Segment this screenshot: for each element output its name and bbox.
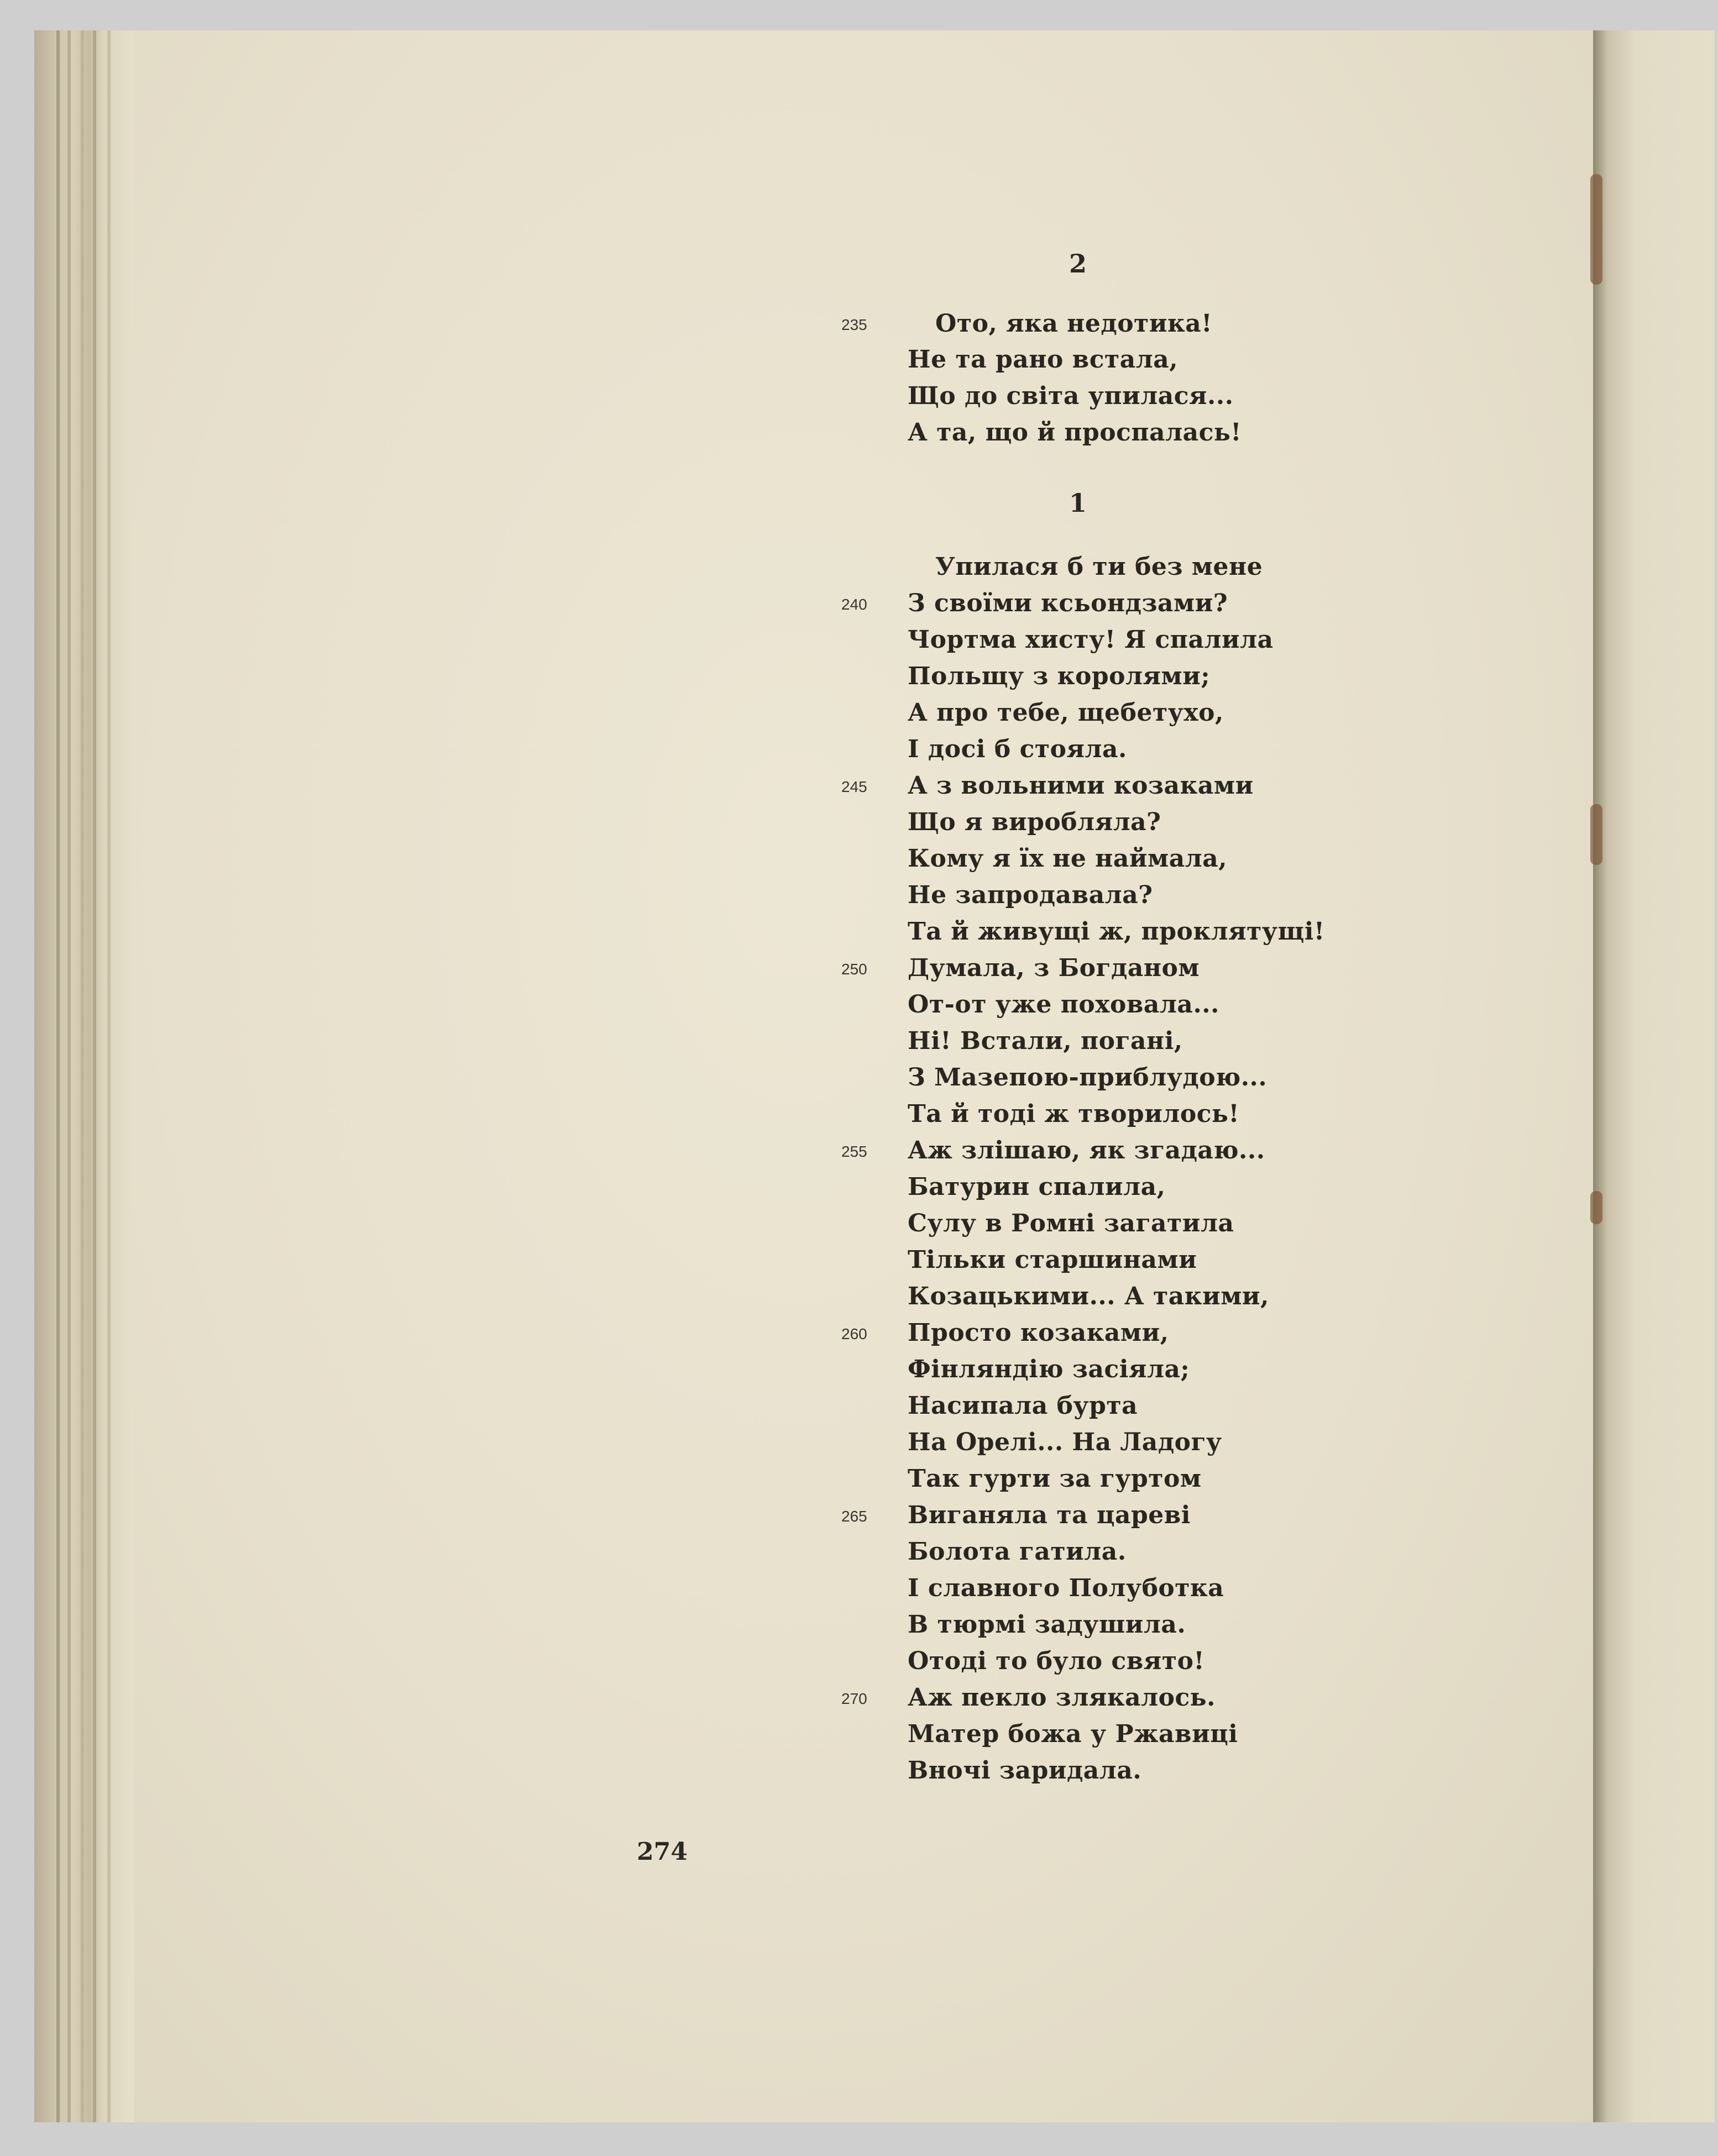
verse-line: Так гурти за гуртом	[908, 1465, 1202, 1493]
line-number: 270	[841, 1690, 867, 1707]
verse-line: Сулу в Ромні загатила	[908, 1209, 1234, 1237]
verse-line: Що я виробляла?	[908, 808, 1161, 836]
verse-line: А про тебе, щебетухо,	[908, 699, 1224, 727]
verse-line: Не та рано встала,	[908, 345, 1178, 374]
verse-line: З своїми ксьондзами?	[908, 589, 1228, 617]
verse-line: Що до світа упилася...	[908, 382, 1234, 410]
verse-line: Та й тоді ж творилось!	[908, 1100, 1240, 1128]
page-edges	[34, 30, 134, 2122]
page-stain	[1590, 174, 1602, 285]
line-number: 240	[841, 596, 867, 613]
verse-line: Ні! Встали, погані,	[908, 1027, 1183, 1055]
page-stain	[1590, 804, 1602, 865]
line-number: 260	[841, 1325, 867, 1342]
verse-line: Тільки старшинами	[908, 1246, 1197, 1274]
verse-line: От-от уже поховала...	[908, 990, 1219, 1019]
verse-line: В тюрмі задушила.	[908, 1611, 1186, 1639]
line-number: 245	[841, 778, 867, 795]
verse-line: Отоді то було свято!	[908, 1647, 1205, 1675]
verse-line: Виганяла та цареві	[908, 1501, 1191, 1529]
verse-line: Вночі заридала.	[908, 1756, 1142, 1785]
verse-line: Насипала бурта	[908, 1392, 1138, 1420]
verse-line: Упилася б ти без мене	[935, 553, 1263, 581]
verse-line: Фінляндію засіяла;	[908, 1355, 1190, 1383]
verse-line: А з вольними козаками	[908, 772, 1254, 800]
verse-line: А та, що й проспалась!	[908, 418, 1242, 447]
book-page: 2 235 Ото, яка недотика! Не та рано встала, Що до світа упилася... А та, що й проспалась! 1 Упилася б ти без мене 240 З своїми ксьондзами? Чортма хисту! Я спалила Польщу з королями; А про тебе, щебетухо, І досі б стояла. 245 А з вольними козаками Що я виробляла? Кому я їх не наймала, Не запродавала? Та й живущі ж, проклятущі! 250 Думала, з Богданом От-от уже поховала... Ні! Встали, погані, З Мазепою-приблудою... Та й тоді ж творилось! 255 Аж злішаю, як згадаю... Батурин спалила, Сулу в Ромні загатила Тільки старшинами Козацькими... А такими, 260 Просто козаками, Фінляндію засіяла; Насипала бурта На Орелі... На Ладогу Так гурти за гуртом 265 Виганяла та цареві Болота гатила. І славного Полуботка В тюрмі задушила. Отоді то було свято! 270 Аж пекло злякалось. Матер божа у Ржавиці Вночі заридала. 274	[134, 30, 1604, 2122]
verse-line: Матер божа у Ржавиці	[908, 1720, 1238, 1748]
verse-line: Аж пекло злякалось.	[908, 1683, 1216, 1712]
line-number: 265	[841, 1508, 867, 1525]
verse-line: Аж злішаю, як згадаю...	[908, 1136, 1265, 1164]
page-stain	[1590, 1191, 1602, 1224]
verse-line: З Мазепою-приблудою...	[908, 1063, 1267, 1092]
line-number: 235	[841, 316, 867, 333]
verse-line: Думала, з Богданом	[908, 954, 1200, 982]
verse-line: Польщу з королями;	[908, 662, 1211, 690]
verse-line: І досі б стояла.	[908, 735, 1127, 763]
verse-line: Не запродавала?	[908, 881, 1153, 909]
verse-line: Кому я їх не наймала,	[908, 844, 1228, 873]
verse-line: Козацькими... А такими,	[908, 1282, 1269, 1310]
verse-line: Чортма хисту! Я спалила	[908, 626, 1274, 654]
verse-line: На Орелі... На Ладогу	[908, 1428, 1222, 1456]
verse-line: Та й живущі ж, проклятущі!	[908, 917, 1325, 946]
verse-line: Батурин спалила,	[908, 1173, 1166, 1201]
verse-line: І славного Полуботка	[908, 1574, 1224, 1602]
scanned-book-spread	[34, 30, 1715, 2122]
facing-page-edge	[1593, 30, 1715, 2122]
verse-line: Болота гатила.	[908, 1538, 1127, 1566]
line-number: 250	[841, 961, 867, 978]
page-number: 274	[637, 1838, 688, 1866]
verse-line: Просто козаками,	[908, 1319, 1169, 1347]
line-number: 255	[841, 1143, 867, 1160]
verse-line: Ото, яка недотика!	[935, 310, 1213, 338]
